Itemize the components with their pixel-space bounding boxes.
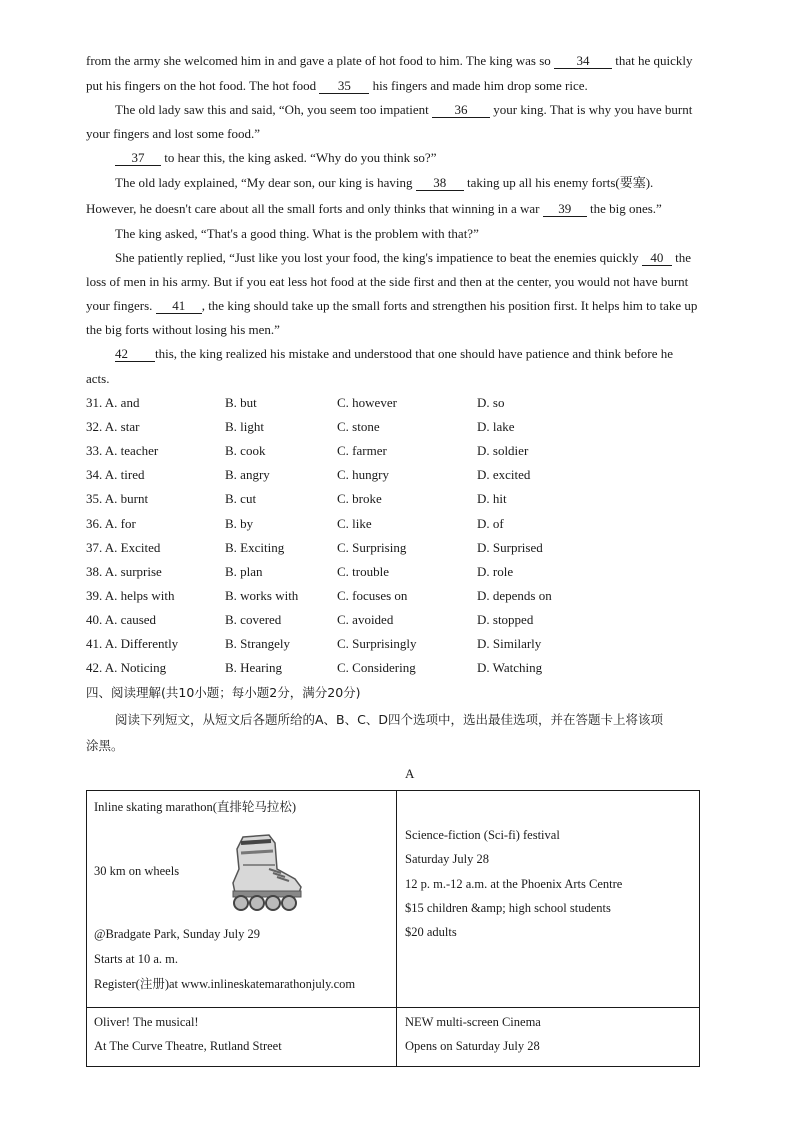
text: this, the king realized his mistake and understood that one should have patience and think before he — [155, 346, 674, 361]
blank-36 — [432, 103, 490, 118]
section-instruction: 阅读下列短文，从短文后各题所给的A、B、C、D四个选项中，选出最佳选项，并在答题卡上将该项 — [115, 712, 663, 727]
passage-line-8: The king asked, “That's a good thing. What is the problem with that?” — [115, 226, 479, 241]
ads-table — [86, 790, 700, 1067]
text: , the king should take up the small forts and strengthen his position first. It helps him to take up — [201, 298, 698, 313]
option-b: B. but — [225, 395, 257, 410]
text: The old lady explained, “My dear son, our king is having — [115, 175, 416, 190]
ad-date: Saturday July 28 — [405, 852, 490, 866]
option-a: 36. A. for — [86, 515, 136, 531]
inline-skate-icon — [221, 829, 307, 915]
ad-cinema — [397, 1008, 700, 1067]
option-d: D. Watching — [477, 660, 543, 676]
passage-line-10: loss of men in his army. But if you eat less hot food at the side first and then at the center, you would not have burnt — [86, 274, 689, 289]
blank-number: 37 — [131, 150, 145, 165]
blank-34 — [554, 54, 612, 69]
passage-line-3 — [115, 102, 692, 118]
text: taking up all his enemy forts(要塞). — [463, 175, 654, 190]
blank-38 — [416, 176, 464, 191]
ad-skating — [87, 791, 397, 1008]
option-a: 40. A. caused — [86, 611, 157, 627]
option-d: D. stopped — [477, 611, 534, 627]
option-a: 39. A. helps with — [86, 587, 175, 603]
option-c: C. focuses on — [337, 587, 408, 603]
blank-number: 38 — [433, 175, 447, 190]
option-c: C. like — [337, 515, 372, 531]
text: your fingers. — [86, 298, 156, 313]
option-d: D. of — [477, 515, 504, 531]
option-a: 42. A. Noticing — [86, 660, 167, 676]
option-a: 33. A. teacher — [86, 443, 159, 459]
blank-number: 36 — [454, 102, 468, 117]
option-a: 37. A. Excited — [86, 539, 161, 555]
part-label: A — [405, 766, 415, 781]
option-a: 32. A. star — [86, 419, 140, 435]
passage-line-9 — [115, 250, 691, 266]
ad-distance: 30 km on wheels — [94, 864, 180, 878]
option-d: D. Surprised — [477, 539, 543, 555]
text: to hear this, the king asked. “Why do you think so?” — [161, 150, 437, 165]
passage-line-12: the big forts without losing his men.” — [86, 322, 280, 337]
text: put his fingers on the hot food. The hot food — [86, 78, 320, 93]
option-c: C. stone — [337, 419, 380, 435]
passage-line-7 — [86, 201, 662, 217]
text: that he quickly — [612, 53, 693, 68]
ad-title: Inline skating marathon(直排轮马拉松) — [94, 800, 297, 814]
text: the — [671, 250, 692, 265]
blank-40 — [642, 251, 672, 266]
option-b: B. plan — [225, 563, 263, 579]
option-d: D. lake — [477, 419, 515, 435]
blank-number: 42 — [115, 346, 128, 361]
ad-price-children: $15 children &amp; high school students — [405, 901, 611, 915]
section-instruction-continued: 涂黑。 — [86, 738, 124, 753]
ad-title: NEW multi-screen Cinema — [405, 1015, 541, 1029]
option-c: C. farmer — [337, 443, 387, 459]
text: She patiently replied, “Just like you lost your food, the king's impatience to beat the enemies quickly — [115, 250, 642, 265]
option-b: B. cut — [225, 491, 257, 507]
passage-line-5 — [115, 150, 436, 166]
ad-oliver — [87, 1008, 397, 1067]
blank-35 — [319, 79, 369, 94]
option-b: B. Exciting — [225, 539, 285, 555]
option-c: C. broke — [337, 491, 382, 507]
option-d: D. role — [477, 563, 514, 579]
option-c: C. hungry — [337, 467, 389, 483]
blank-number: 41 — [172, 298, 186, 313]
option-b: B. cook — [225, 443, 266, 459]
option-a: 38. A. surprise — [86, 563, 162, 579]
text: from the army she welcomed him in and gave a plate of hot food to him. The king was so — [86, 53, 555, 68]
text: The old lady saw this and said, “Oh, you seem too impatient — [115, 102, 432, 117]
ad-title: Oliver! The musical! — [94, 1015, 199, 1029]
option-c: C. however — [337, 395, 397, 410]
ad-register: Register(注册)at www.inlineskatemarathonjuly.com — [94, 977, 356, 991]
option-c: C. Considering — [337, 660, 416, 676]
passage-line-6 — [115, 175, 653, 191]
option-a: 35. A. burnt — [86, 491, 149, 507]
passage-line-14: acts. — [86, 371, 110, 386]
ad-scifi — [397, 791, 700, 1008]
option-b: B. by — [225, 515, 254, 531]
option-b: B. Strangely — [225, 636, 290, 651]
blank-39 — [543, 202, 587, 217]
text: your king. That is why you have burnt — [490, 102, 693, 117]
blank-number: 34 — [576, 53, 590, 68]
option-a: 34. A. tired — [86, 467, 145, 483]
option-c: C. Surprising — [337, 539, 407, 555]
option-a: 41. A. Differently — [86, 636, 179, 651]
ad-start: Starts at 10 a. m. — [94, 952, 179, 966]
option-c: C. trouble — [337, 563, 389, 579]
ad-opening: Opens on Saturday July 28 — [405, 1039, 540, 1053]
passage-line-1 — [86, 53, 693, 69]
passage-line-4: your fingers and lost some food.” — [86, 126, 261, 141]
text: the big ones.” — [586, 201, 662, 216]
blank-42 — [115, 347, 155, 362]
option-d: D. soldier — [477, 443, 529, 459]
ad-title: Science-fiction (Sci-fi) festival — [405, 828, 560, 842]
blank-37 — [115, 151, 161, 166]
option-c: C. avoided — [337, 611, 394, 627]
passage-line-11 — [86, 298, 697, 314]
option-a: 31. A. and — [86, 395, 140, 410]
option-b: B. Hearing — [225, 660, 283, 676]
passage-line-13 — [115, 346, 673, 362]
option-c: C. Surprisingly — [337, 636, 417, 651]
ad-time: 12 p. m.-12 a.m. at the Phoenix Arts Centre — [405, 877, 623, 891]
option-b: B. works with — [225, 587, 299, 603]
blank-number: 39 — [558, 201, 572, 216]
text: However, he doesn't care about all the small forts and only thinks that winning in a war — [86, 201, 543, 216]
option-b: B. angry — [225, 467, 270, 483]
ad-place: @Bradgate Park, Sunday July 29 — [94, 927, 261, 941]
option-d: D. depends on — [477, 587, 552, 603]
passage-line-2 — [86, 78, 588, 94]
section-heading: 四、阅读理解(共10小题；每小题2分，满分20分) — [86, 685, 361, 700]
option-b: B. light — [225, 419, 265, 435]
blank-number: 35 — [337, 78, 351, 93]
option-d: D. so — [477, 395, 505, 410]
blank-number: 40 — [650, 250, 664, 265]
option-d: D. excited — [477, 467, 531, 483]
blank-41 — [156, 299, 202, 314]
option-b: B. covered — [225, 611, 282, 627]
option-d: D. Similarly — [477, 636, 542, 651]
option-d: D. hit — [477, 491, 507, 507]
text: his fingers and made him drop some rice. — [369, 78, 588, 93]
ad-price-adults: $20 adults — [405, 925, 457, 939]
ad-place: At The Curve Theatre, Rutland Street — [94, 1039, 282, 1053]
